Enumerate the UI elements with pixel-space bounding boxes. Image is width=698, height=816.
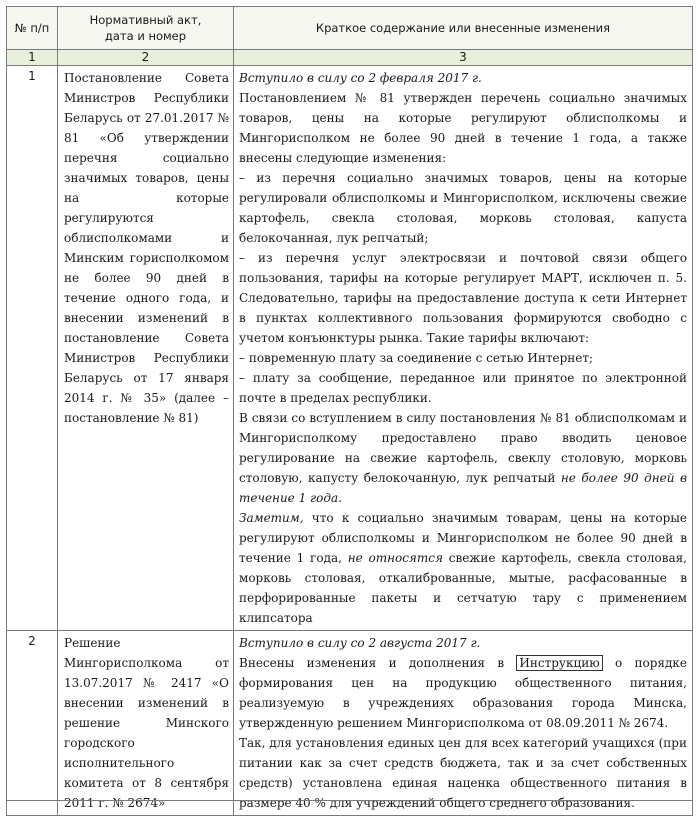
row-act: Постановление Совета Министров Республики Беларусь от 27.01.2017 № 81 «Об утверждении перечня социально значимых товаров, цены на которые регулируются облисполкомами и Минским горисполкомом не более 90 дней в течение одного года, и внесении изменений в постановление Совета Министров Республики Беларусь от 17 января 2014 г. № 35» (далее – постановление № 81) <box>58 66 234 631</box>
row-content <box>234 66 693 631</box>
column-index-3: 3 <box>234 50 693 66</box>
header-act-line1: Нормативный акт, <box>89 13 202 27</box>
content-paragraph: Так, для установления единых цен для всех категорий учащихся (при питании как за счет средств бюджета, так и за счет собственных средств) установлена единая наценка общественного питания в размере 40 % для учреждений общего среднего образования. <box>239 736 687 810</box>
content-text: о порядке формирования цен на продукцию общественного питания, реализуемую в учреждениях образования города Минска, утвержденную решением Мингорисполкома от 08.09.2011 № 2674. <box>239 656 687 730</box>
header-content: Краткое содержание или внесенные изменения <box>234 7 693 50</box>
legal-acts-table <box>6 6 693 816</box>
effective-date: Вступило в силу со 2 февраля 2017 г. <box>239 71 482 85</box>
column-index-1: 1 <box>7 50 58 66</box>
table-header-row <box>7 7 693 50</box>
table-row <box>7 631 693 816</box>
row-number: 2 <box>7 631 58 816</box>
content-paragraph: – повременную плату за соединение с сетью Интернет; <box>239 351 594 365</box>
content-text: свежие картофель, свекла столовая, морковь столовая, откалиброванные, мытые, расфасованные в перфорированные пакеты и сетчатую тару с применением клипсатора <box>239 551 687 625</box>
content-paragraph <box>239 408 687 508</box>
instruction-link[interactable]: Инструкцию <box>516 655 602 671</box>
content-paragraph: – из перечня услуг электросвязи и почтовой связи общего пользования, тарифы на которые регулирует МАРТ, исключен п. 5. Следовательно, тарифы на предоставление доступа к сети Интернет в пунктах коллективного пользования формируются свободно с учетом конъюнктуры рынка. Такие тарифы включают: <box>239 251 687 345</box>
column-index-row <box>7 50 693 66</box>
content-text: В связи со вступлением в силу постановления № 81 облисполкомам и Мингорисполкому предоставлено право вводить ценовое регулирование на свежие картофель, свеклу столовую, морковь столовую, капусту белокочанную, лук репчатый <box>239 411 687 485</box>
content-text: что к социально значимым товарам, цены на которые регулируют облисполкомы и Мингорисполком не более 90 дней в течение 1 года, <box>239 511 687 565</box>
column-index-2: 2 <box>58 50 234 66</box>
content-emphasis: не относятся <box>347 551 443 565</box>
content-paragraph <box>239 653 687 733</box>
header-act <box>58 7 234 50</box>
content-emphasis: не более 90 дней в течение 1 года. <box>239 471 687 505</box>
content-paragraph: – плату за сообщение, переданное или принятое по электронной почте в пределах республики. <box>239 371 687 405</box>
content-paragraph <box>239 508 687 628</box>
content-paragraph: – из перечня социально значимых товаров, цены на которые регулировали облисполкомы и Мингорисполком, исключены свежие картофель, свекла столовая, морковь столовая, капуста белокочанная, лук репчатый; <box>239 171 687 245</box>
header-number: № п/п <box>7 7 58 50</box>
header-act-line2: дата и номер <box>104 29 187 43</box>
row-act: Решение Мингорисполкома от 13.07.2017 № 2417 «О внесении изменений в решение Минского городского исполнительного комитета от 8 сентября 2011 г. № 2674» <box>58 631 234 816</box>
content-emphasis: Заметим, <box>239 511 304 525</box>
table-row <box>7 66 693 631</box>
row-number: 1 <box>7 66 58 631</box>
content-text: Внесены изменения и дополнения в <box>239 656 505 670</box>
effective-date: Вступило в силу со 2 августа 2017 г. <box>239 636 481 650</box>
row-content <box>234 631 693 816</box>
content-paragraph: Постановлением № 81 утвержден перечень социально значимых товаров, цены на которые регулируют облисполкомы и Мингорисполком не более 90 дней в течение 1 года, а также внесены следующие изменения: <box>239 91 687 165</box>
